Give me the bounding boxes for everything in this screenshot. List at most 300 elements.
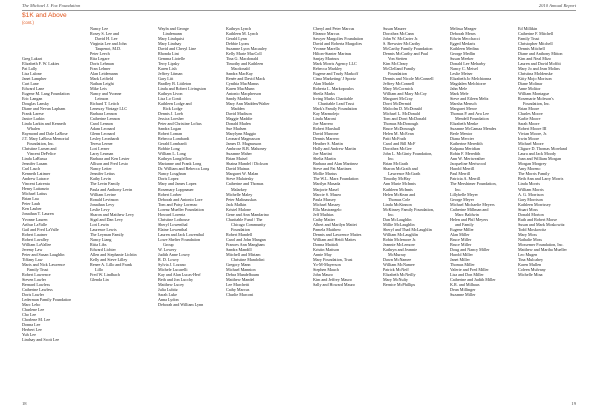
- donor-name: Egged Medaris: [450, 41, 476, 47]
- donor-name: Robin F. Meredith: [450, 151, 481, 157]
- donor-name: Ann W. Meriweather: [450, 156, 485, 162]
- donor-name: Cho Lee: [22, 311, 37, 317]
- donor-name: Robert Lawrence: [22, 271, 51, 277]
- donor-name: Jonathan T. Lauren: [22, 211, 54, 217]
- donor-name: Kay and Alan Lucas-Herf: [158, 271, 201, 277]
- donor-name: Holly and Andrew Martin: [313, 146, 356, 152]
- donor-name: Donna Mattioli: [313, 241, 339, 247]
- donor-name: Fran Lehner: [90, 66, 111, 72]
- donor-name: Marilyn Masada: [313, 181, 341, 187]
- donor-name: Susan Maurer: [383, 26, 407, 31]
- donor-name: Beth Ann and Larry Morris: [518, 176, 564, 182]
- donor-name: David H. Lee: [95, 36, 118, 42]
- donor-name: Jessica Loesher: [158, 116, 184, 122]
- donor-name: Pamela Matthew: [313, 226, 341, 232]
- donor-name: William Morris: [518, 186, 544, 192]
- donor-name: Laurence Lewis: [90, 226, 117, 232]
- donor-name: Eugene M. Lang Foundation: [22, 91, 70, 97]
- donor-name: Anne Molitor: [518, 86, 541, 92]
- donor-name: Robert Lavalley: [22, 236, 49, 242]
- donor-name: Cheryl and Peter Marcus: [313, 26, 355, 31]
- donor-name: Sandra Logan: [158, 126, 182, 132]
- donor-name: Foundation: [231, 226, 250, 232]
- donor-column-5: [313, 26, 363, 287]
- donor-name: Carol and John Mangan: [226, 236, 266, 242]
- donor-name: William and Mary McCoy: [383, 91, 427, 97]
- donor-name: Lisa Lo Conti: [158, 96, 182, 102]
- donor-name: Jonathan Levy: [90, 201, 115, 207]
- donor-name: Karlie Moore: [518, 116, 541, 122]
- donor-name: Brian Lau: [22, 196, 39, 202]
- donor-name: William Montague: [518, 91, 550, 97]
- donor-name: Marsha Mensch: [450, 101, 477, 107]
- donor-name: Glenda Lin: [90, 276, 109, 282]
- donor-name: Kay Marmolejo: [313, 111, 340, 117]
- donor-name: Group: [163, 241, 174, 247]
- donor-name: Gene and Ann Mandarino: [226, 211, 269, 217]
- donor-name: Eleanor Marcus: [313, 31, 340, 37]
- donor-name: Patrick McNeff: [383, 266, 409, 272]
- donor-name: Robert Lautner: [22, 231, 48, 237]
- donor-column-4: [226, 26, 270, 297]
- donor-name: McKinsey Family Foundation,: [383, 206, 434, 212]
- donor-name: Janet Miller: [450, 256, 470, 262]
- donor-name: Jeffrey Litman: [158, 71, 183, 77]
- donor-name: Marylynn Maggio: [226, 131, 257, 137]
- donor-name: Carol Lennon: [90, 121, 113, 127]
- donor-name: Leslie Meiser: [450, 71, 473, 77]
- donor-name: Dorothea McGee: [383, 146, 412, 152]
- donor-name: Andrew Latrace: [22, 176, 49, 182]
- donor-name: Dorri McDermid: [383, 101, 412, 107]
- donor-name: Taupenot, M.D.: [95, 46, 122, 52]
- donor-name: Mary and James Lopez: [158, 181, 197, 187]
- donor-name: Julia Lubitz: [158, 286, 178, 292]
- donor-name: Cathy Marcus: [226, 286, 250, 292]
- donor-name: Douglas Lansky: [22, 101, 50, 107]
- donor-name: Nancy C. Meisel: [450, 66, 478, 72]
- donor-name: Lauren and David Moffitt: [518, 61, 561, 67]
- donor-name: Vivian Moore, Jr.: [518, 131, 547, 137]
- donor-name: Maris and Nick Lawrence: [22, 261, 66, 267]
- donor-name: Jeremy Law: [22, 246, 43, 252]
- donor-name: Morgan Morgrey: [518, 161, 547, 167]
- donor-name: Laura and Jack Moody: [518, 151, 557, 157]
- donor-name: Cathy Matier: [313, 216, 335, 222]
- donor-name: Steven Lawler: [22, 276, 47, 282]
- donor-name: Allison and Fred Lesto: [90, 161, 129, 167]
- donor-name: Jeannie McLemore: [383, 241, 415, 247]
- donor-name: Sharon McGrath and: [383, 166, 418, 172]
- donor-name: Eugene Miller: [450, 226, 474, 232]
- donor-name: Frances Ann Mangham: [226, 241, 265, 247]
- donor-name: Gary Litt: [158, 76, 174, 82]
- donor-column-8: [518, 26, 567, 277]
- donor-name: Lisa and Don Miller: [450, 271, 484, 277]
- donor-name: Alan Leidemann: [90, 71, 118, 77]
- donor-name: Catherine and Thomas: [226, 181, 264, 187]
- donor-name: Dennis and Nicole McConnell: [383, 76, 434, 82]
- donor-name: Diane Molinar: [518, 81, 543, 87]
- donor-name: Todd Moskowitz: [518, 226, 547, 232]
- donor-name: Nathan Leight: [90, 81, 114, 87]
- donor-name: Melissa Meager: [450, 26, 477, 31]
- donor-name: and Family: [455, 221, 474, 227]
- donor-name: Millie McLaughlin: [383, 221, 415, 227]
- donor-name: Albert and Marilyn Mattei: [313, 221, 357, 227]
- donor-name: Robert Moore III: [518, 126, 547, 132]
- donor-name: Malcolm D. McDonald: [383, 106, 422, 112]
- donor-name: Christine Larsen and: [22, 146, 57, 152]
- donor-name: Yvonne Marella: [313, 46, 340, 52]
- donor-name: Diane and Nevan Lapham: [22, 106, 66, 112]
- donor-name: Catherine Lennon: [90, 116, 120, 122]
- donor-name: Steve Malatesky: [226, 176, 254, 182]
- donor-name: Karen Lish: [158, 66, 177, 72]
- donor-name: Kathleen Morrissey: [518, 201, 551, 207]
- donor-name: Chicago Community: [231, 221, 266, 227]
- donor-name: Debbie Lyons: [226, 41, 250, 47]
- donor-name: Jeffrey McConnell: [383, 81, 415, 87]
- donor-name: Marianne and Frank Long: [158, 161, 202, 167]
- donor-name: Harold Merrill: [450, 166, 475, 172]
- donor-name: Kathy Levin: [90, 176, 111, 182]
- donor-name: Herbert Lee: [22, 326, 42, 332]
- donor-name: Alan Miller: [450, 231, 470, 237]
- donor-name: Coleen Mulvany: [518, 266, 546, 272]
- header-rule: [22, 10, 576, 11]
- donor-name: Linda Larkin and Kenneth: [22, 121, 66, 127]
- donor-name: Mary Lindsay: [158, 41, 182, 47]
- donor-name: Michael Michaelie Meyers: [450, 201, 495, 207]
- donor-name: Elaine Lowenthal: [158, 226, 188, 232]
- donor-name: Family Trust: [518, 36, 540, 42]
- donor-name: David and Roberta Margolies: [313, 41, 363, 47]
- donor-name: James D. Magnusson: [226, 141, 262, 147]
- donor-name: Von Stetten: [388, 56, 408, 62]
- donor-name: Marjorie Masel: [313, 186, 339, 192]
- donor-name: Dennis J. Loeb: [158, 111, 183, 117]
- donor-name: Paul Merrill: [450, 171, 471, 177]
- donor-name: Lillo: [95, 266, 104, 272]
- donor-name: Kathryn Longfellow: [158, 156, 192, 162]
- donor-name: Ed Millikin: [518, 26, 538, 31]
- donor-name: Doris Lopez: [158, 176, 179, 182]
- donor-name: Yvonne Lauren: [22, 216, 48, 222]
- donor-name: Brian Maisel: [226, 156, 248, 162]
- donor-name: Doris Lehman: [90, 61, 114, 67]
- donor-name: Leonard Magnusson: [226, 136, 260, 142]
- donor-name: Anna Lydon: [158, 296, 179, 302]
- donor-name: David and Cheryl Line: [158, 46, 197, 52]
- donor-name: Michael Moore: [518, 141, 544, 147]
- running-header-right: 2010 Annual Report: [538, 3, 576, 8]
- donor-name: Donald Lee Meharby: [450, 61, 486, 67]
- donor-name: Cynthia MacManus: [226, 81, 259, 87]
- donor-name: Jennifer Lasam: [22, 161, 48, 167]
- donor-name: Larry Lesman: [90, 151, 114, 157]
- donor-name: John Mauro: [313, 271, 333, 277]
- donor-name: Inc.: [388, 211, 395, 217]
- donor-name: Roberta L. Markopoulos: [313, 86, 354, 92]
- donor-name: Lederman Family Foundation: [22, 296, 72, 302]
- donor-name: Elizabeth Jo Melchionna: [450, 76, 492, 82]
- donor-name: Margaret McCray: [383, 96, 413, 102]
- donor-name: Kitty Mojo Morison: [518, 76, 552, 82]
- donor-name: Katherine Meredith: [450, 141, 483, 147]
- donor-name: Judith Anne Lowry: [158, 251, 190, 257]
- donor-name: Sally and Howard Mauro: [313, 281, 355, 287]
- donor-name: Dennis Marrero: [313, 136, 340, 142]
- donor-name: Alan Markle: [313, 81, 335, 87]
- donor-name: Pat Lally: [22, 66, 38, 72]
- donor-name: Nancy and Yvonne: [90, 91, 122, 97]
- donor-name: Tina Mulcahey: [518, 256, 544, 262]
- donor-name: Frank Larese: [22, 111, 44, 117]
- donor-name: Dennis and Lawrence Mattes: [313, 231, 362, 237]
- donor-name: Kim and Jeffrey Mauro: [313, 276, 352, 282]
- donor-name: McMurray: [388, 251, 406, 257]
- section-subtitle: (cont.): [22, 20, 34, 25]
- donor-name: Patti McFrath: [383, 136, 406, 142]
- donor-name: Suzanne Lyon Macauley: [226, 46, 267, 52]
- donor-name: William LaVallee: [22, 241, 52, 247]
- donor-name: Harold Miller: [450, 251, 473, 257]
- donor-name: Eugene and Trudy Markoff: [313, 71, 359, 77]
- donor-name: Chorlene M. Lee: [22, 316, 51, 322]
- donor-name: Timothy and Kathleen: [226, 61, 264, 67]
- donor-name: Yo-M-Mayerson: [313, 261, 341, 267]
- donor-name: Kathleen M. Lynch: [226, 31, 259, 37]
- donor-name: Elizabeth F. W. Lakies: [22, 61, 60, 67]
- donor-name: Kristel Malone: [226, 206, 251, 212]
- donor-name: Mary Lindquist: [158, 36, 184, 42]
- donor-name: Maggie Maddie: [226, 116, 253, 122]
- donor-name: Michele Lucarelli: [158, 266, 188, 272]
- donor-name: Diane and Anthony Mitton: [518, 51, 563, 57]
- donor-name: Sigal and Dan Levy: [90, 216, 124, 222]
- donor-name: Kathryn Livon: [158, 91, 183, 97]
- donor-name: Patricia A. Merrill: [450, 176, 481, 182]
- donor-name: Donna Lee: [22, 321, 41, 327]
- donor-name: Kathleen Lodge and: [158, 101, 192, 107]
- donor-name: Marc Baldwin: [455, 211, 479, 217]
- donor-name: Charles Moore: [518, 111, 543, 117]
- section-title: $1K and Above: [22, 12, 67, 19]
- donor-name: Susan Meeker: [450, 56, 474, 62]
- donor-name: Karen MacMunn: [226, 86, 255, 92]
- donor-name: Edward Lane: [22, 86, 45, 92]
- donor-name: Doug and Nancy Miller: [450, 246, 490, 252]
- donor-name: Leo Mugen: [518, 251, 538, 257]
- donor-name: Terry Lipsky: [158, 61, 180, 67]
- donor-name: Steve and Pat Martinez: [313, 166, 352, 172]
- donor-name: William L. Long: [158, 151, 186, 157]
- donor-name: Christopher Mitchell: [518, 41, 553, 47]
- donor-name: J.T. Mary LaRosa Memorial: [22, 136, 69, 142]
- donor-name: Helen M. McEvan: [383, 131, 414, 137]
- donor-name: Jack Malkin: [226, 201, 247, 207]
- donor-name: Lauren and Jack Lowenthal: [158, 231, 204, 237]
- donor-name: Mossemer Foundation, Inc.: [518, 241, 564, 247]
- donor-name: Christine Mandolini: [231, 256, 265, 262]
- donor-name: Ella Mastrangelo: [313, 206, 342, 212]
- donor-name: Kathleen Medina: [450, 46, 479, 52]
- donor-name: Tina G. Macdonald: [226, 56, 259, 62]
- donor-name: Catherine Lawless: [22, 286, 53, 292]
- donor-name: Peter and Christine Loftus: [158, 121, 202, 127]
- donor-name: Kelly and Steve Lilley: [90, 256, 128, 262]
- donor-name: Beth and Jon Lucchy: [158, 276, 194, 282]
- donor-name: Peter Laub: [22, 201, 41, 207]
- donor-name: Kristin Mattson: [313, 246, 340, 252]
- donor-name: Howard Lorentz: [158, 211, 186, 217]
- donor-name: Linda LaRussa: [22, 156, 47, 162]
- donor-name: Dr. William and Rebecca Long: [158, 166, 210, 172]
- donor-name: Michael Lattus: [22, 191, 47, 197]
- donor-name: Mary Jo and Jean Molins: [518, 66, 560, 72]
- donor-name: Doris Lawler: [22, 291, 44, 297]
- donor-name: Allen and Stephanie Lichtin: [90, 251, 137, 257]
- donor-name: Lindemann: [163, 31, 182, 37]
- donor-name: Lesley Leonhardt: [90, 136, 120, 142]
- donor-name: Margaret W. Malan: [226, 171, 259, 177]
- donor-name: David Marrone: [313, 131, 339, 137]
- donor-name: Charlie Marconi: [226, 291, 254, 297]
- donor-name: Michelle Mina: [518, 271, 543, 277]
- donor-name: Whalen: [27, 126, 40, 132]
- donor-name: Dawn McNamee: [383, 256, 412, 262]
- donor-name: Deborah and William Lynn: [158, 301, 204, 307]
- donor-name: Lori Lerner: [90, 146, 110, 152]
- donor-name: Arthur LaValle: [22, 221, 47, 227]
- donor-name: John L. McGinty Foundation,: [383, 151, 433, 157]
- donor-name: K.R. and Milhaus: [450, 281, 480, 287]
- donor-name: Suzanne Maher: [226, 151, 252, 157]
- donor-name: Suzanne McCamaa Mendes: [450, 126, 497, 132]
- donor-name: Lowe Shelter Foundation: [158, 236, 201, 242]
- donor-name: Dennis Mitchell: [518, 46, 545, 52]
- donor-name: Matthew Mandel: [226, 276, 255, 282]
- donor-name: Michael L. McDonald: [383, 111, 420, 117]
- donor-name: Kathryn and Jeannie: [383, 246, 418, 252]
- donor-name: Kelly Marie MacColl: [226, 51, 262, 57]
- donor-name: Lee Marchetti: [226, 281, 250, 287]
- donor-name: Leneuxy Vintage LLC: [90, 106, 128, 112]
- donor-name: Ambrose R.B. Mahoney: [226, 146, 267, 152]
- donor-name: A. G. Morrison: [518, 191, 544, 197]
- donor-name: Cligure D. Thomas Moreland: [518, 146, 567, 152]
- donor-name: Bruce McDonough: [383, 126, 415, 132]
- donor-name: Robert Mandell: [226, 231, 253, 237]
- donor-name: Nancy Liang: [90, 236, 112, 242]
- donor-name: Gerald Lombardi: [158, 141, 187, 147]
- donor-name: Wayln and George: [158, 26, 189, 31]
- donor-name: Mark Leifield: [90, 76, 114, 82]
- donor-name: Catherine F. Mitchell: [518, 31, 554, 37]
- donor-name: Janice Larkin: [22, 116, 45, 122]
- donor-name: Margaret Meroe: [450, 106, 477, 112]
- donor-name: Mollie Martus: [313, 171, 337, 177]
- donor-name: William and Heidi Mattes: [313, 236, 356, 242]
- donor-name: Deborah Mears: [450, 31, 476, 37]
- running-header-left: The Michael J. Fox Foundation: [22, 3, 81, 8]
- donor-name: Rebecca Markley: [313, 66, 343, 72]
- donor-name: Helen McKean and: [383, 191, 416, 197]
- donor-name: Carol and Bill McF: [383, 141, 416, 147]
- donor-name: Sheryl Lowenthal: [158, 221, 188, 227]
- donor-name: Ann Marie McInnis: [383, 181, 416, 187]
- donor-name: Gary Morrison: [518, 196, 543, 202]
- donor-name: Yuh Lee: [22, 331, 36, 337]
- donor-column-7: [450, 26, 497, 297]
- donor-name: Kenneth Latimer: [22, 171, 51, 177]
- donor-column-3: [158, 26, 209, 307]
- donor-name: Inc.: [455, 186, 462, 192]
- donor-name: Kathryn Lynch: [226, 26, 251, 31]
- donor-name: Bradley B. Littleton: [158, 81, 192, 87]
- donor-name: Jahn Mele: [450, 86, 468, 92]
- donor-name: Donald Morton: [518, 211, 544, 217]
- donor-name: Mary Moss: [518, 231, 537, 237]
- donor-name: Dan McLaughlin: [383, 216, 412, 222]
- donor-name: Ruth and Robert Morse: [518, 216, 557, 222]
- donor-name: Bernice McPhillips: [383, 281, 416, 287]
- donor-name: Mitchell and Miriam: [226, 251, 261, 257]
- donor-name: Dennis McCarthy and Paul: [383, 51, 428, 57]
- donor-name: Lawrence McGrath: [388, 171, 421, 177]
- donor-name: Marc Lebo: [22, 301, 41, 307]
- donor-name: Foundation: [388, 71, 407, 77]
- donor-name: Mike Leis: [90, 86, 107, 92]
- donor-name: Tom and Patsy Lorenzo: [158, 201, 198, 207]
- donor-name: Hilton-Stanter Marinas: [313, 51, 352, 57]
- donor-name: Catherine Millman and: [450, 206, 489, 212]
- donor-name: Renee A. Lillo and Frank: [90, 261, 132, 267]
- donor-name: The Levin Family: [90, 181, 120, 187]
- donor-name: Charitable Lead Trust: [318, 101, 355, 107]
- donor-name: Dean Millinger: [450, 286, 476, 292]
- donor-name: Kim and Neal Mizo: [518, 56, 552, 62]
- donor-name: Eric Langan: [22, 96, 43, 102]
- donor-name: Heather S. Martin: [313, 141, 343, 147]
- donor-name: Mark's Family Foundation: [313, 106, 357, 112]
- donor-name: Sharon and Matthew Levy: [90, 211, 135, 217]
- donor-name: Leslie Levy: [90, 206, 110, 212]
- donor-name: Mark Mele: [450, 91, 469, 97]
- donor-name: W. Lowery: [158, 246, 177, 252]
- page-number-left: 18: [22, 401, 27, 406]
- donor-name: The Leyman Family: [90, 231, 124, 237]
- donor-column-1: [22, 56, 71, 342]
- donor-name: Annie May: [313, 251, 332, 257]
- donor-name: Rita Legare: [90, 56, 110, 62]
- donor-name: Catherine and Judith Miller: [450, 276, 496, 282]
- donor-name: Tom and Dorri McDonald: [383, 116, 427, 122]
- donor-name: Robert Marshall: [313, 126, 341, 132]
- donor-name: Lisa Lalone: [22, 71, 42, 77]
- donor-name: Michael Massey: [313, 201, 341, 207]
- donor-name: Berle Mentor: [450, 131, 473, 137]
- donor-name: Valerie and Fred Miller: [450, 266, 489, 272]
- donor-name: Kathleen McInnis: [383, 186, 413, 192]
- donor-name: Brian McGrath: [383, 161, 409, 167]
- donor-name: Joe Marrero: [313, 121, 334, 127]
- donor-name: George Medlin: [450, 51, 476, 57]
- donor-name: Raymond and Dale LaRose: [22, 131, 68, 137]
- donor-name: Jennifer Lettus: [90, 171, 115, 177]
- donor-name: Linda Morris: [518, 181, 540, 187]
